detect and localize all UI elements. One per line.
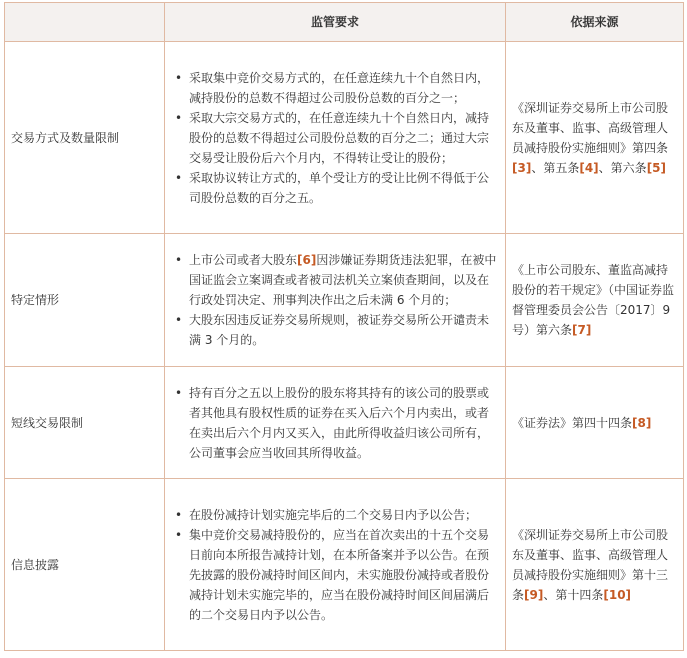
source-text: 、第五条 (531, 160, 580, 175)
footnote-link[interactable]: [6] (297, 253, 317, 267)
footnote-link[interactable]: [8] (632, 415, 652, 430)
source-text: 、第六条 (598, 160, 647, 175)
requirement-list (173, 383, 497, 463)
list-item: • 持有百分之五以上股份的股东将其持有的该公司的股票或者其他具有股权性质的证券在买入后六个月内卖出，或者在卖出后六个月内又买入，由此所得收益归该公司所有，公司董事会应当收回其所得收益。 (189, 383, 497, 463)
category-cell: 信息披露 (5, 479, 165, 651)
requirement-list (173, 250, 497, 350)
list-item: • 在股份减持计划实施完毕后的二个交易日内予以公告； (189, 505, 497, 525)
source-header: 依据来源 (506, 3, 684, 42)
table-row (5, 367, 684, 479)
source-cell (506, 234, 684, 367)
source-cell (506, 367, 684, 479)
table-row (5, 234, 684, 367)
blank-header-cell (5, 3, 165, 42)
list-item: • 采取集中竞价交易方式的，在任意连续九十个自然日内，减持股份的总数不得超过公司股份总数的百分之一； (189, 68, 497, 108)
table-row (5, 479, 684, 651)
requirement-list (173, 505, 497, 625)
footnote-link[interactable]: [5] (646, 160, 667, 175)
footnote-link[interactable]: [9] (524, 587, 544, 602)
requirement-cell (165, 234, 506, 367)
footnote-link[interactable]: [7] (572, 323, 592, 337)
source-text: 《深圳证券交易所上市公司股东及董事、监事、高级管理人员减持股份实施细则》第十三条 (512, 527, 669, 602)
requirement-cell (165, 42, 506, 234)
list-item: • 大股东因违反证券交易所规则，被证券交易所公开谴责未满 3 个月的。 (189, 310, 497, 350)
source-cell (506, 42, 684, 234)
requirement-cell (165, 367, 506, 479)
source-text: 《证券法》第四十四条 (512, 415, 633, 430)
footnote-link[interactable]: [3] (512, 160, 532, 175)
list-item: • 采取协议转让方式的，单个受让方的受让比例不得低于公司股份总数的百分之五。 (189, 168, 497, 208)
source-text: 《深圳证券交易所上市公司股东及董事、监事、高级管理人员减持股份实施细则》第四条 (512, 100, 669, 155)
footnote-link[interactable]: [10] (603, 587, 632, 602)
source-text: 《上市公司股东、董监高减持股份的若干规定》（中国证券监督管理委员会公告〔2017〕9号）第六条 (512, 263, 675, 337)
category-cell: 短线交易限制 (5, 367, 165, 479)
table-header-row (5, 3, 684, 42)
requirement-header: 监管要求 (165, 3, 506, 42)
category-cell: 特定情形 (5, 234, 165, 367)
list-item: • 采取大宗交易方式的，在任意连续九十个自然日内，减持股份的总数不得超过公司股份总数的百分之二；通过大宗交易受让股份后六个月内，不得转让受让的股份； (189, 108, 497, 168)
category-cell: 交易方式及数量限制 (5, 42, 165, 234)
source-cell (506, 479, 684, 651)
requirement-list (173, 68, 497, 208)
item-text: 上市公司或者大股东 (189, 253, 298, 267)
footnote-link[interactable]: [4] (579, 160, 599, 175)
list-item: • 集中竞价交易减持股份的，应当在首次卖出的十五个交易日前向本所报告减持计划，在本所备案并予以公告。在预先披露的股份减持时间区间内，未实施股份减持或者股份减持计划未实施完毕的，应当在股份减持时间区间届满后的二个交易日内予以公告。 (189, 525, 497, 625)
source-text: 、第十四条 (543, 587, 604, 602)
regulation-table (4, 2, 684, 651)
requirement-cell (165, 479, 506, 651)
item-text: 因涉嫌证券期货违法犯罪，在被中国证监会立案调查或者被司法机关立案侦查期间，以及在行政处罚决定、刑事判决作出之后未满 6 个月的； (189, 253, 497, 307)
list-item (189, 250, 497, 310)
table-row (5, 42, 684, 234)
